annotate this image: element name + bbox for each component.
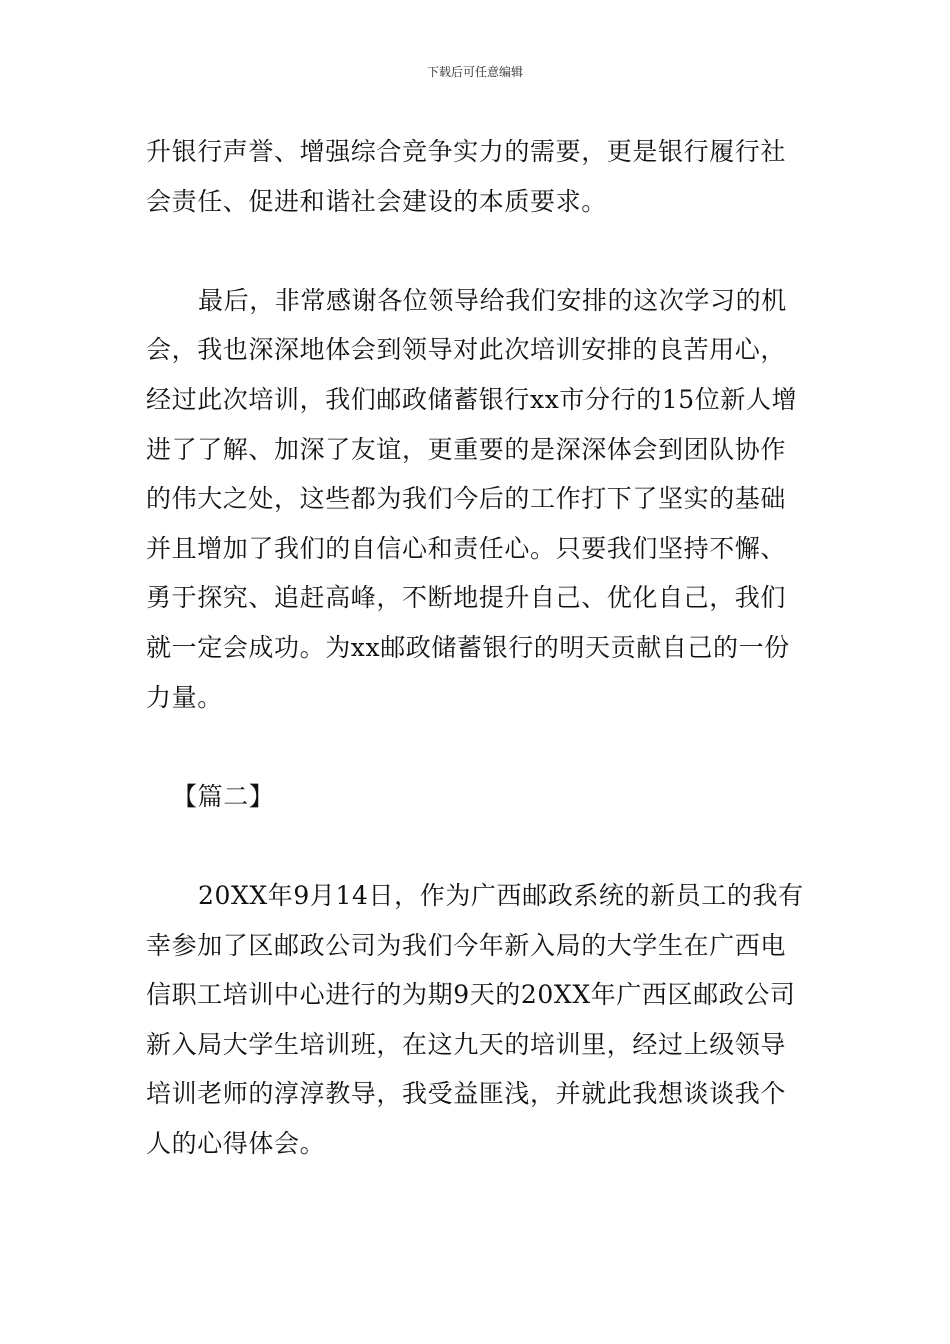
paragraph-gap [146, 722, 808, 772]
paragraph-gap [146, 821, 808, 871]
paragraph-closing: 最后，非常感谢各位领导给我们安排的这次学习的机会，我也深深地体会到领导对此次培训安排的良苦用心，经过此次培训，我们邮政储蓄银行xx市分行的15位新人增进了了解、加深了友谊，更重要的是深深体会到团队协作的伟大之处，这些都为我们今后的工作打下了坚实的基础并且增加了我们的自信心和责任心。只要我们坚持不懈、勇于探究、追赶高峰，不断地提升自己、优化自己，我们就一定会成功。为xx邮政储蓄银行的明天贡献自己的一份力量。 [146, 285, 798, 712]
paragraph-continuation: 升银行声誉、增强综合竞争实力的需要，更是银行履行社会责任、促进和谐社会建设的本质要求。 [146, 137, 787, 216]
document-body [146, 127, 808, 1168]
page-header: 下载后可任意编辑 [426, 65, 523, 79]
section-heading: 【篇二】 [172, 781, 275, 811]
paragraph-gap [146, 226, 808, 276]
paragraph-section-two: 20XX年9月14日，作为广西邮政系统的新员工的我有幸参加了区邮政公司为我们今年新入局的大学生在广西电信职工培训中心进行的为期9天的20XX年广西区邮政公司新入局大学生培训班，在这九天的培训里，经过上级领导培训老师的淳淳教导，我受益匪浅，并就此我想谈谈我个人的心得体会。 [146, 880, 804, 1158]
